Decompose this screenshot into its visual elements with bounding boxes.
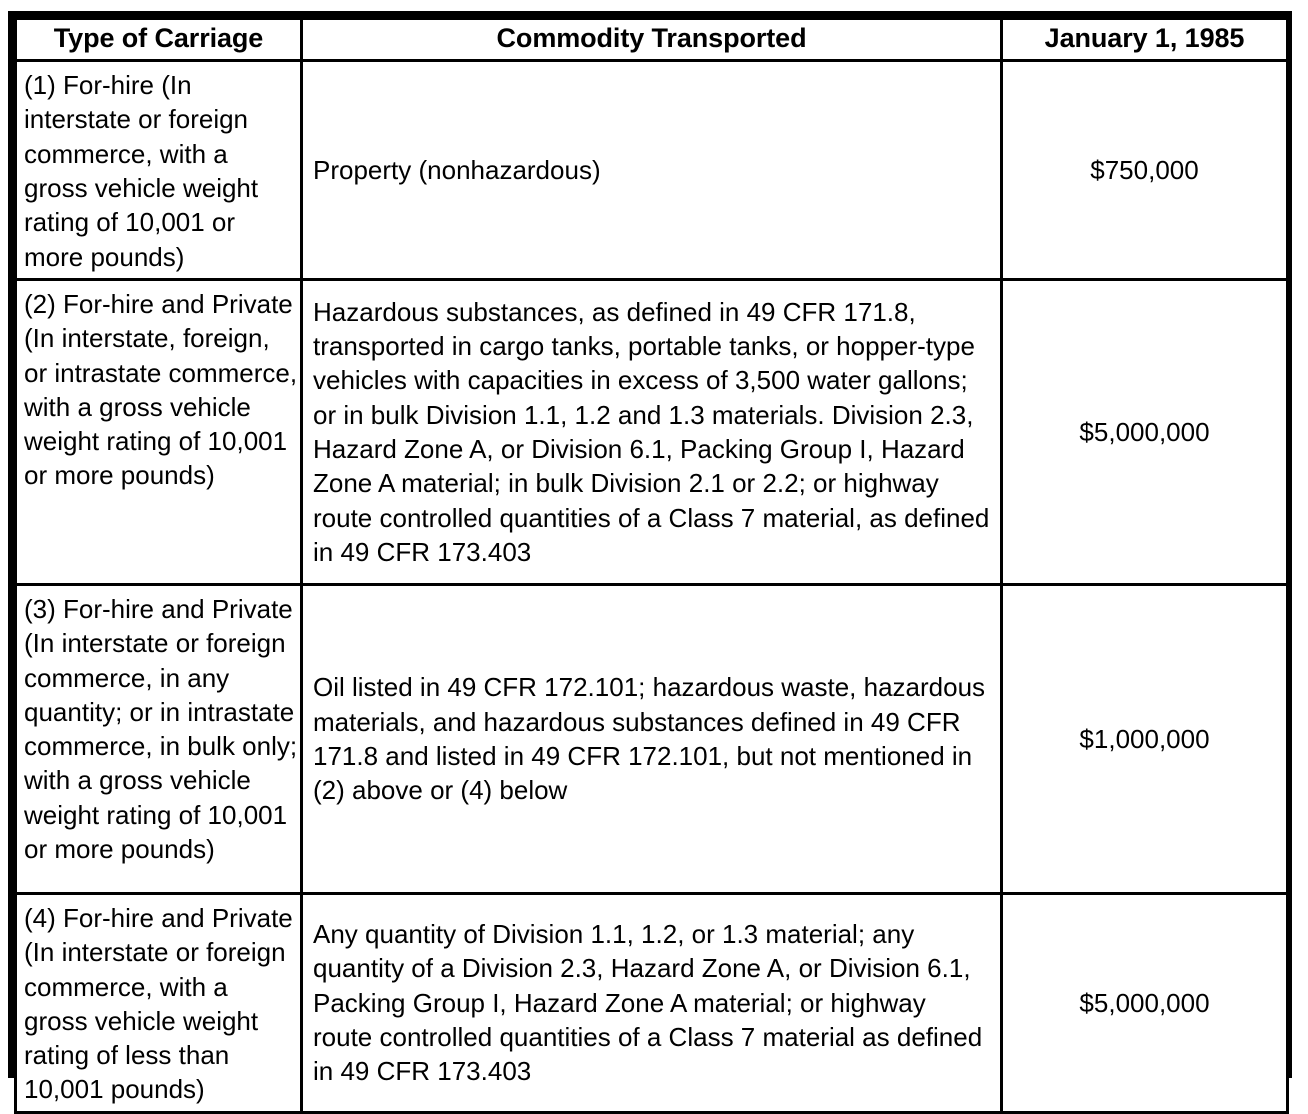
table-row <box>16 61 1288 280</box>
table-body <box>16 61 1288 1113</box>
cell-type-of-carriage <box>16 279 302 584</box>
cell-commodity-transported <box>302 61 1002 280</box>
cell-type-of-carriage <box>16 584 302 893</box>
table-row <box>16 893 1288 1112</box>
cell-amount <box>1002 279 1288 584</box>
commodity-text: Oil listed in 49 CFR 172.101; hazardous waste, hazardous materials, and hazardous substances defined in 49 CFR 171.8 and listed in 49 CFR 172.101, but not mentioned in (2) above or (4) below <box>313 672 986 806</box>
table <box>14 17 1289 1114</box>
amount-text: $750,000 <box>1090 154 1199 185</box>
cell-commodity-transported <box>302 279 1002 584</box>
amount-text: $5,000,000 <box>1079 416 1210 447</box>
cell-amount <box>1002 893 1288 1112</box>
insurance-requirements-table <box>8 11 1292 1105</box>
carriage-text: (1) For-hire (In interstate or foreign commerce, with a gross vehicle weight rating of 10,001 or more pounds) <box>24 70 259 272</box>
table-row <box>16 279 1288 584</box>
carriage-text: (3) For-hire and Private (In interstate or foreign commerce, in any quantity; or in intrastate commerce, in bulk only; with a gross vehicle weight rating of 10,001 or more pounds) <box>24 593 298 865</box>
column-header-type-of-carriage: Type of Carriage <box>16 19 302 61</box>
table-header-row <box>16 19 1288 61</box>
table-row <box>16 584 1288 893</box>
commodity-text: Property (nonhazardous) <box>313 154 601 185</box>
commodity-text: Hazardous substances, as defined in 49 CFR 171.8, transported in cargo tanks, portable tanks, or hopper-type vehicles with capacities in excess of 3,500 water gallons; or in bulk Division 1.1, 1.2 and 1.3 materials. Division 2.3, Hazard Zone A, or Division 6.1, Packing Group I, Hazard Zone A material; in bulk Division 2.1 or 2.2; or highway route controlled quantities of a Class 7 material, as defined in 49 CFR 173.403 <box>313 296 990 567</box>
cell-commodity-transported <box>302 584 1002 893</box>
column-header-commodity-transported: Commodity Transported <box>302 19 1002 61</box>
carriage-text: (4) For-hire and Private (In interstate or foreign commerce, with a gross vehicle weight rating of less than 10,001 pounds) <box>24 902 293 1105</box>
column-header-january-1-1985: January 1, 1985 <box>1002 19 1288 61</box>
commodity-text: Any quantity of Division 1.1, 1.2, or 1.3 material; any quantity of a Division 2.3, Hazard Zone A, or Division 6.1, Packing Group I, Hazard Zone A material; or highway route controlled quantities of a Class 7 material as defined in 49 CFR 173.403 <box>313 919 983 1087</box>
cell-type-of-carriage <box>16 61 302 280</box>
carriage-text: (2) For-hire and Private (In interstate, foreign, or intrastate commerce, with a gross vehicle weight rating of 10,001 or more pounds) <box>24 288 298 491</box>
amount-text: $5,000,000 <box>1079 987 1210 1018</box>
cell-amount <box>1002 61 1288 280</box>
cell-amount <box>1002 584 1288 893</box>
cell-commodity-transported <box>302 893 1002 1112</box>
cell-type-of-carriage <box>16 893 302 1112</box>
table-header <box>16 19 1288 61</box>
amount-text: $1,000,000 <box>1079 723 1210 754</box>
